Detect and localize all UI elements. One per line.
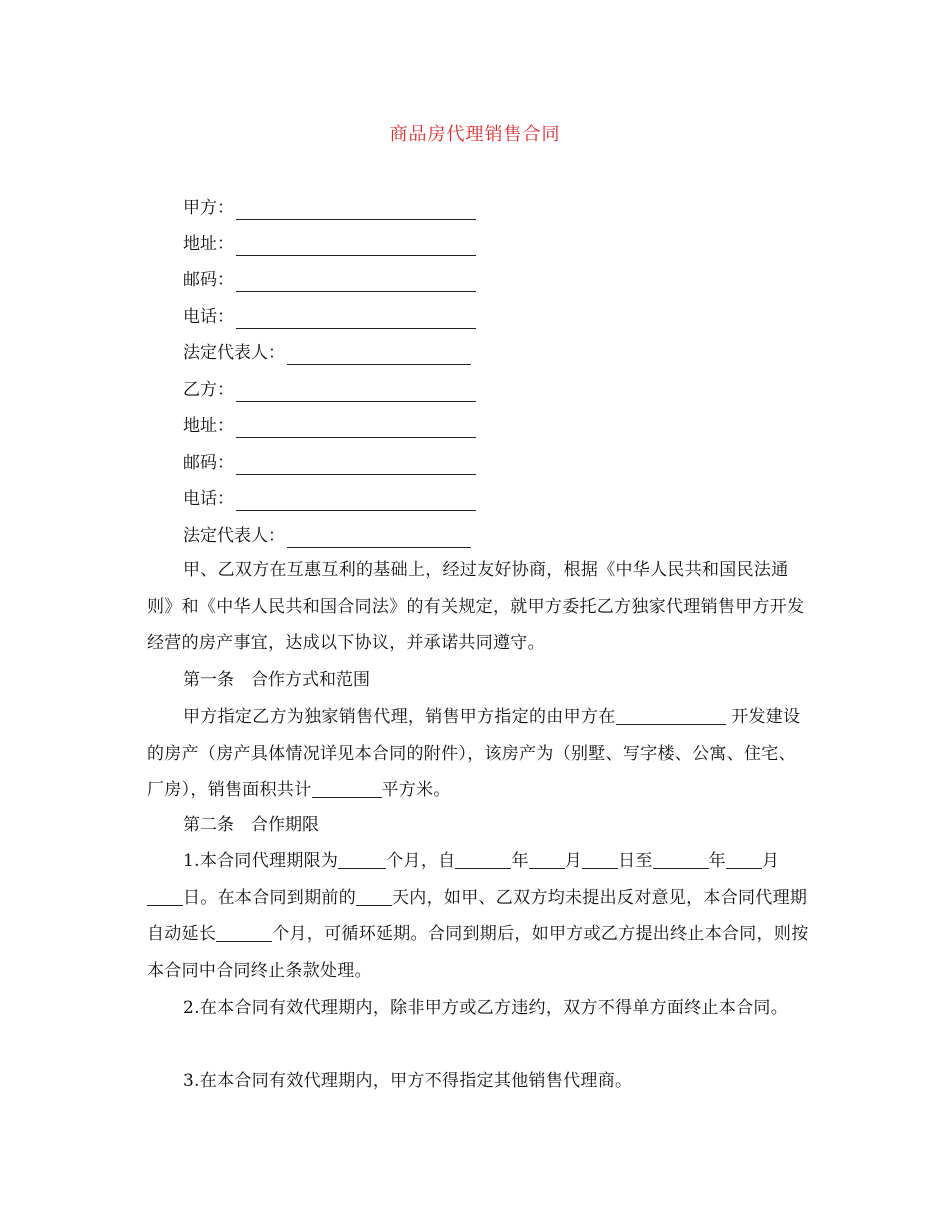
party-a-name-blank bbox=[236, 201, 476, 220]
clause-1-e: 日至 bbox=[618, 851, 653, 871]
article-1-body bbox=[147, 699, 812, 809]
preamble bbox=[147, 552, 812, 662]
article-2-heading: 第二条 合作期限 bbox=[183, 815, 319, 835]
preamble-text: 甲、乙双方在互惠互利的基础上，经过友好协商，根据《中华人民共和国民法通则》和《中华人民共和国合同法》的有关规定，就甲方委托乙方独家代理销售甲方开发经营的房产事宜，达成以下协议，并承诺共同遵守。 bbox=[147, 560, 805, 653]
party-b-phone-label: 电话： bbox=[183, 489, 234, 509]
party-b-phone-field bbox=[183, 487, 476, 511]
clause-1-c: 年 bbox=[511, 851, 529, 871]
clause-3-text: 3.在本合同有效代理期内，甲方不得指定其他销售代理商。 bbox=[183, 1071, 633, 1091]
article-1-text-c: 平方米。 bbox=[381, 780, 451, 800]
party-a-address-blank bbox=[236, 237, 476, 256]
party-a-phone-field bbox=[183, 305, 476, 329]
party-b-phone-blank bbox=[236, 492, 476, 511]
article-1-text bbox=[147, 699, 812, 809]
party-b-rep-label: 法定代表人： bbox=[183, 526, 285, 546]
party-b-name-field bbox=[183, 378, 476, 402]
article-1-heading: 第一条 合作方式和范围 bbox=[183, 670, 370, 690]
party-a-name-label: 甲方： bbox=[183, 198, 234, 218]
party-a-postcode-blank bbox=[236, 273, 476, 292]
clause-1-d: 月 bbox=[564, 851, 583, 871]
party-b-address-label: 地址： bbox=[183, 416, 234, 436]
clause-1-j: 个月，可循环延期。合同到期后，如甲方或乙方提出终止本合同，则按本合同中合同终止条款处理。 bbox=[147, 924, 809, 981]
article-2-clause-1 bbox=[147, 843, 812, 989]
clause-1-f: 年 bbox=[708, 851, 726, 871]
start-year-blank bbox=[455, 850, 511, 869]
article-1-text-b: 开发建设的房产（房产具体情况详见本合同的附件），该房产为（别墅、写字楼、公寓、住宅、厂房），销售面积共计 bbox=[147, 707, 801, 800]
party-a-postcode-field bbox=[183, 268, 476, 292]
extension-months-blank bbox=[216, 923, 272, 942]
start-month-blank bbox=[529, 850, 565, 869]
notice-days-blank bbox=[356, 887, 392, 906]
term-months-blank bbox=[338, 850, 386, 869]
article-2-clause-3 bbox=[147, 1063, 812, 1100]
party-a-address-field bbox=[183, 232, 476, 256]
end-day-blank bbox=[147, 887, 183, 906]
clause-1-b: 个月，自 bbox=[386, 851, 456, 871]
party-a-rep-label: 法定代表人： bbox=[183, 343, 285, 363]
party-b-name-blank bbox=[236, 383, 476, 402]
party-a-postcode-label: 邮码： bbox=[183, 270, 234, 290]
party-a-phone-label: 电话： bbox=[183, 307, 234, 327]
clause-1-g: 月 bbox=[761, 851, 780, 871]
clause-1-i: 天内，如甲、乙双方均未提出反对意见，本合同代理期自动延长 bbox=[147, 887, 808, 944]
clause-1-h: 日。在本合同到期前的 bbox=[183, 887, 356, 908]
clause-1-a: 1.本合同代理期限为 bbox=[183, 851, 339, 871]
clause-2-text: 2.在本合同有效代理期内，除非甲方或乙方违约，双方不得单方面终止本合同。 bbox=[183, 998, 789, 1018]
article-2-clause-2 bbox=[147, 990, 812, 1027]
start-day-blank bbox=[582, 850, 618, 869]
party-b-postcode-field bbox=[183, 451, 476, 475]
party-b-name-label: 乙方： bbox=[183, 380, 234, 400]
party-b-rep-blank bbox=[287, 529, 471, 548]
article-1-text-a: 甲方指定乙方为独家销售代理，销售甲方指定的由甲方在 bbox=[183, 707, 616, 727]
developer-location-blank bbox=[616, 706, 726, 725]
end-month-blank bbox=[726, 850, 762, 869]
contract-title: 商品房代理销售合同 bbox=[389, 124, 561, 145]
clause-1-text bbox=[147, 843, 812, 989]
party-b-postcode-label: 邮码： bbox=[183, 453, 234, 473]
party-b-address-blank bbox=[236, 419, 476, 438]
party-a-rep-blank bbox=[287, 346, 471, 365]
party-a-phone-blank bbox=[236, 310, 476, 329]
party-a-name-field bbox=[183, 196, 476, 220]
party-b-rep-field bbox=[183, 524, 471, 548]
party-b-address-field bbox=[183, 414, 476, 438]
party-a-rep-field bbox=[183, 341, 471, 365]
party-a-address-label: 地址： bbox=[183, 234, 234, 254]
sales-area-blank bbox=[312, 779, 382, 798]
end-year-blank bbox=[653, 850, 709, 869]
party-b-postcode-blank bbox=[236, 456, 476, 475]
